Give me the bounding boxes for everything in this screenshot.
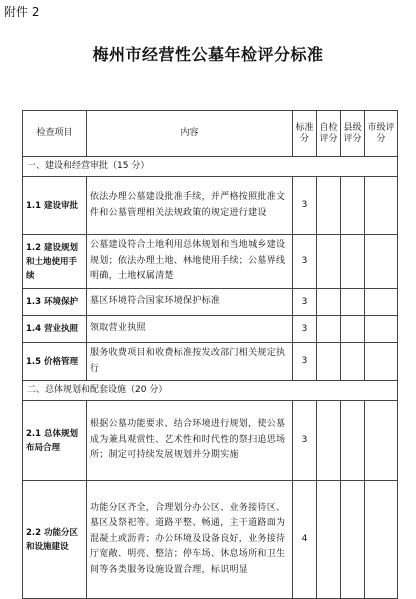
col-header-self-score: 自检评分 <box>317 111 341 157</box>
content-cell: 公墓建设符合土地利用总体规划和当地城乡建设规划；依法办理土地、林地使用手续；公墓界线明确，土地权属清楚 <box>87 235 293 289</box>
table-row <box>23 235 398 289</box>
col-header-county-score: 县级评分 <box>341 111 365 157</box>
city-score-cell <box>365 343 398 381</box>
table-row <box>23 481 398 599</box>
content-cell: 领取营业执照 <box>87 316 293 343</box>
item-cell: 1.2 建设规划和土地使用手续 <box>23 235 87 289</box>
item-cell: 2.2 功能分区和设施建设 <box>23 481 87 599</box>
city-score-cell <box>365 177 398 235</box>
county-score-cell <box>341 235 365 289</box>
table-header-row <box>23 111 398 157</box>
city-score-cell <box>365 401 398 481</box>
self-score-cell <box>317 235 341 289</box>
county-score-cell <box>341 177 365 235</box>
table-row <box>23 316 398 343</box>
section-row <box>23 381 398 401</box>
section-heading: 一、建设和经营审批（15 分） <box>23 157 398 177</box>
standard-score-cell: 3 <box>293 235 317 289</box>
city-score-cell <box>365 481 398 599</box>
self-score-cell <box>317 177 341 235</box>
standard-score-cell: 3 <box>293 289 317 316</box>
content-cell: 服务收费项目和收费标准按发改部门相关规定执行 <box>87 343 293 381</box>
self-score-cell <box>317 401 341 481</box>
item-cell: 1.1 建设审批 <box>23 177 87 235</box>
table-row <box>23 401 398 481</box>
section-row <box>23 157 398 177</box>
city-score-cell <box>365 316 398 343</box>
col-header-content: 内容 <box>87 111 293 157</box>
standard-score-cell: 3 <box>293 316 317 343</box>
content-cell: 功能分区齐全，合理划分办公区、业务接待区、墓区及祭祀等。道路平整、畅通，主干道路面为混凝土或沥青；办公环境及设备良好，业务接待厅宽敞、明亮、整洁；停车场、休息场所和卫生间等各类服务设施设置合理，标识明显 <box>87 481 293 599</box>
city-score-cell <box>365 289 398 316</box>
county-score-cell <box>341 343 365 381</box>
county-score-cell <box>341 481 365 599</box>
item-cell: 1.3 环境保护 <box>23 289 87 316</box>
table-row <box>23 289 398 316</box>
page-title: 梅州市经营性公墓年检评分标准 <box>92 45 324 64</box>
col-header-standard-score: 标准分 <box>293 111 317 157</box>
section-heading: 二、总体规划和配套设施（20 分） <box>23 381 398 401</box>
city-score-cell <box>365 235 398 289</box>
self-score-cell <box>317 289 341 316</box>
item-cell: 1.5 价格管理 <box>23 343 87 381</box>
standard-score-cell: 3 <box>293 343 317 381</box>
table-row <box>23 177 398 235</box>
self-score-cell <box>317 481 341 599</box>
content-cell: 依法办理公墓建设批准手续，并严格按照批准文件和公墓管理相关法规政策的规定进行建设 <box>87 177 293 235</box>
col-header-city-score: 市级评分 <box>365 111 398 157</box>
scoring-table <box>22 110 398 599</box>
county-score-cell <box>341 401 365 481</box>
content-cell: 墓区环境符合国家环境保护标准 <box>87 289 293 316</box>
table-row <box>23 343 398 381</box>
self-score-cell <box>317 343 341 381</box>
content-cell: 根据公墓功能要求、结合环境进行规划，使公墓成为兼具观赏性、艺术性和时代性的祭扫追思场所；制定可持续发展规划并分期实施 <box>87 401 293 481</box>
item-cell: 2.1 总体规划布局合理 <box>23 401 87 481</box>
standard-score-cell: 3 <box>293 177 317 235</box>
attachment-label: 附件 2 <box>4 5 40 19</box>
standard-score-cell: 4 <box>293 481 317 599</box>
county-score-cell <box>341 289 365 316</box>
county-score-cell <box>341 316 365 343</box>
col-header-item: 检查项目 <box>23 111 87 157</box>
standard-score-cell: 3 <box>293 401 317 481</box>
self-score-cell <box>317 316 341 343</box>
item-cell: 1.4 营业执照 <box>23 316 87 343</box>
